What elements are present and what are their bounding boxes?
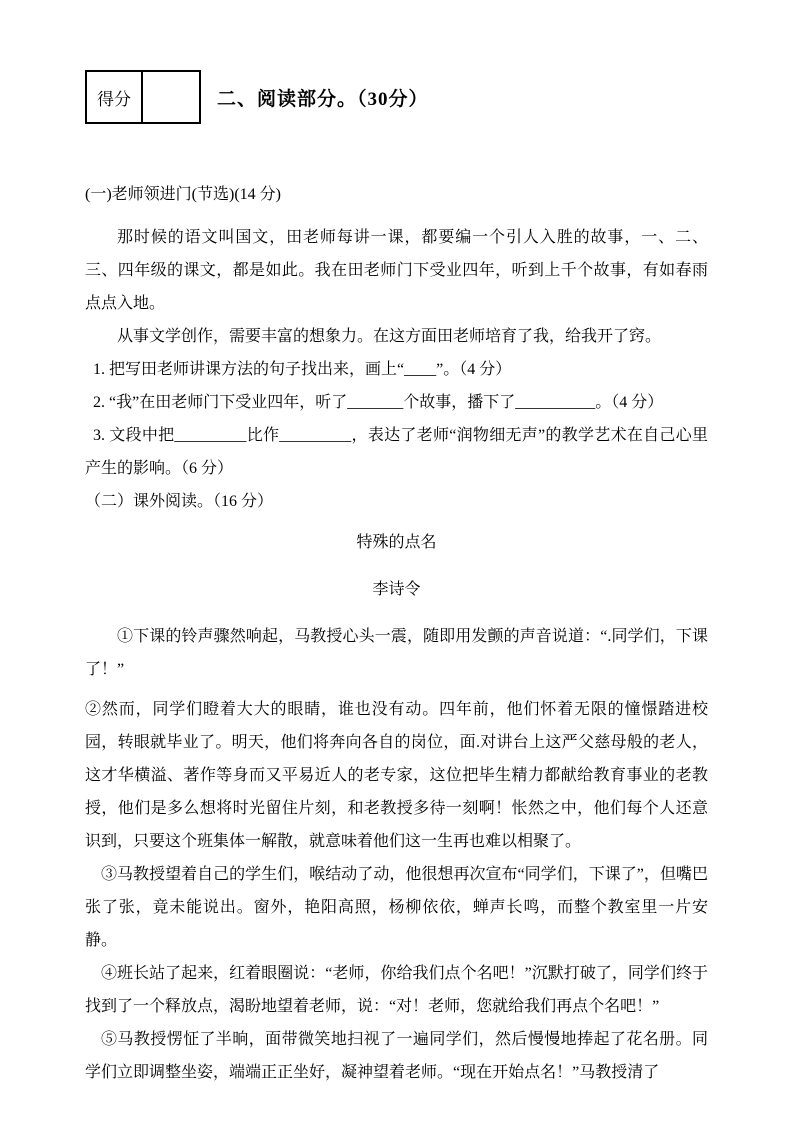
part1-paragraph-2: 从事文学创作，需要丰富的想象力。在这方面田老师培育了我，给我开了窍。 — [117, 328, 662, 345]
passage-paragraph-5: ⑤马教授愣怔了半晌，面带微笑地扫视了一遍同学们，然后慢慢地捧起了花名册。同学们立即调整坐姿，端端正正坐好，凝神望着老师。“现在开始点名！”马教授清了 — [85, 1031, 708, 1081]
passage-paragraph-4: ④班长站了起来，红着眼圈说：“老师，你给我们点个名吧！”沉默打破了，同学们终于找到了一个释放点，渴盼地望着老师，说：“对！老师，您就给我们再点个名吧！” — [85, 965, 708, 1015]
passage-paragraph-3: ③马教授望着自己的学生们，喉结动了动，他很想再次宣布“同学们，下课了”，但嘴巴张了张，竟未能说出。窗外，艳阳高照，杨柳依依，蝉声长鸣，而整个教室里一片安静。 — [85, 866, 708, 949]
question-1: 1. 把写田老师讲课方法的句子找出来，画上“____”。（4 分） — [93, 361, 512, 378]
passage-paragraph-1: ①下课的铃声骤然响起，马教授心头一震，随即用发颤的声音说道：“.同学们，下课了！” — [85, 628, 708, 678]
score-label-cell: 得分 — [87, 72, 143, 122]
question-2: 2. “我”在田老师门下受业四年，听了_______个故事，播下了__________。（4 分） — [93, 394, 664, 411]
passage-author: 李诗令 — [372, 581, 421, 598]
score-table — [85, 70, 201, 124]
passage-paragraph-2: ②然而，同学们瞪着大大的眼睛，谁也没有动。四年前，他们怀着无限的憧憬踏进校园，转眼就毕业了。明天，他们将奔向各自的岗位，面.对讲台上这严父慈母般的老人，这才华横溢、著作等身而又平易近人的老专家，这位把毕生精力都献给教育事业的老教授，他们是多么想将时光留住片刻，和老教授多待一刻啊！怅然之中，他们每个人还意识到，只要这个班集体一解散，就意味着他们这一生再也难以相聚了。 — [85, 701, 708, 850]
score-header — [85, 70, 708, 124]
part2-heading: （二）课外阅读。（16 分） — [85, 493, 274, 510]
question-3: 3. 文段中把_________比作_________，表达了老师“润物细无声”的教学艺术在自己心里产生的影响。（6 分） — [85, 427, 708, 477]
section-title: 二、阅读部分。（30分） — [217, 88, 429, 110]
score-value-box — [143, 72, 199, 122]
part1-paragraph-1: 那时候的语文叫国文，田老师每讲一课，都要编一个引人入胜的故事，一、二、三、四年级的课文，都是如此。我在田老师门下受业四年，听到上千个故事，有如春雨点点入地。 — [85, 229, 708, 312]
part1-heading: (一)老师领进门(节选)(14 分) — [85, 186, 281, 203]
passage-title: 特殊的点名 — [356, 534, 437, 551]
